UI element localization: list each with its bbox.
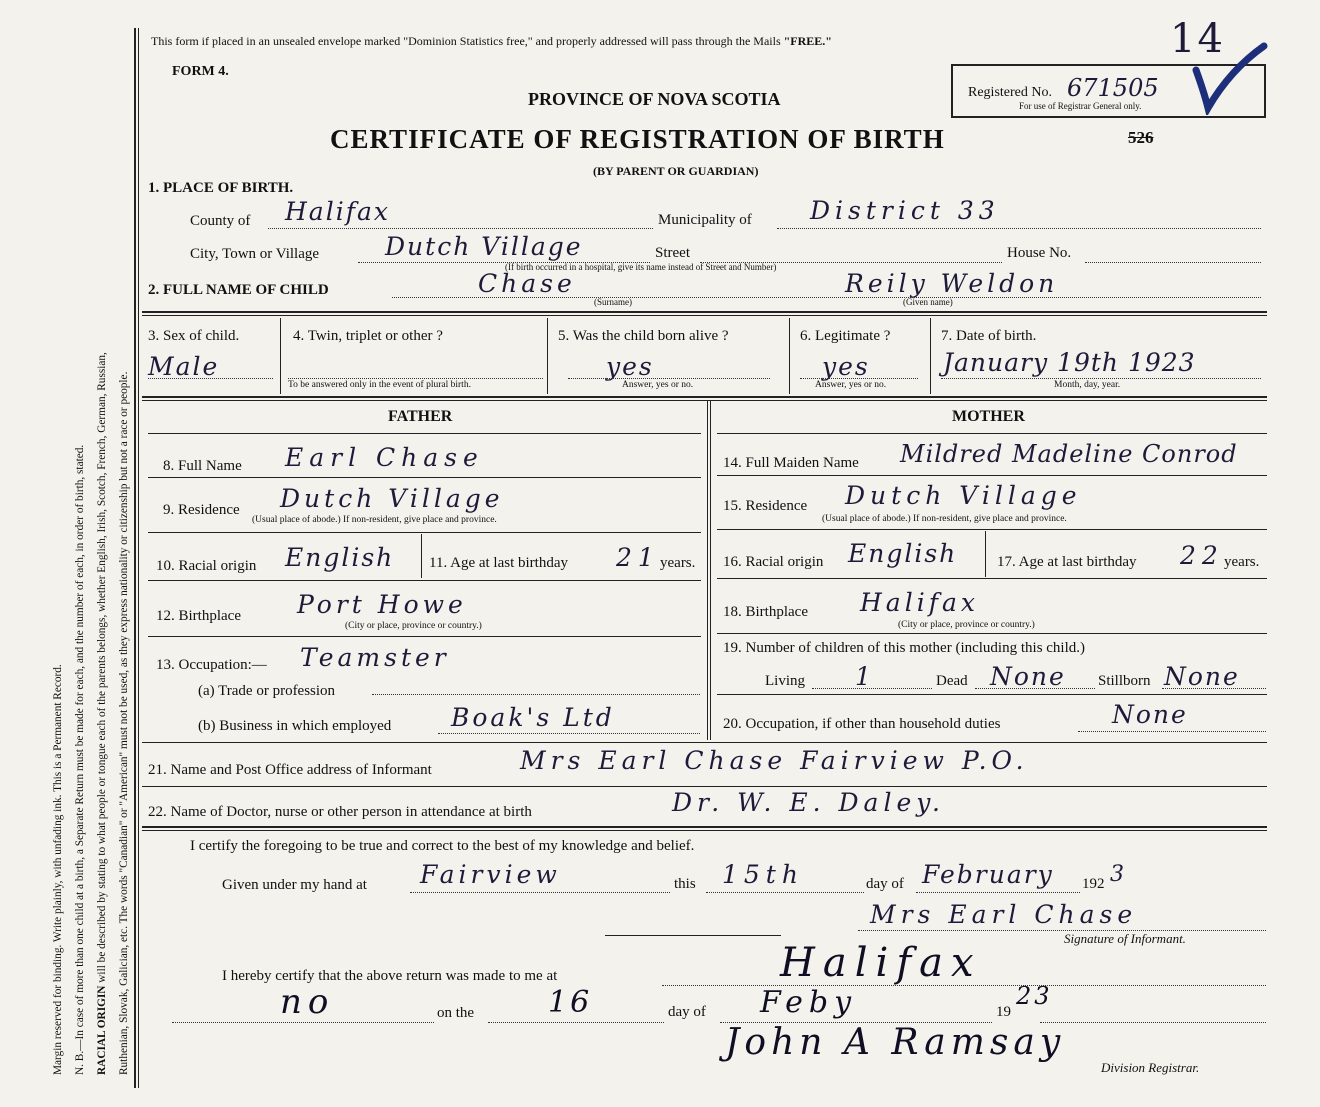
informant-signature: Mrs Earl Chase <box>870 900 1138 929</box>
mother-residence-caption: (Usual place of abode.) If non-resident, give place and province. <box>822 514 1067 524</box>
living-value: 1 <box>855 662 873 691</box>
on-the-label: on the <box>437 1005 475 1021</box>
mother-name-label: 14. Full Maiden Name <box>723 455 859 471</box>
corner-number: 14 <box>1170 16 1225 62</box>
signature-caption: Signature of Informant. <box>1064 931 1186 946</box>
legitimate-caption: Answer, yes or no. <box>815 380 887 390</box>
doctor-value: Dr. W. E. Daley. <box>672 788 945 817</box>
doctor-label: 22. Name of Doctor, nurse or other person in attendance at birth <box>148 804 532 820</box>
stillborn-value: None <box>1164 662 1240 691</box>
father-birthplace-value: Port Howe <box>297 590 467 619</box>
sex-value: Male <box>148 352 220 381</box>
registrar-month: Feby <box>760 985 858 1020</box>
racial-origin-note: RACIAL ORIGIN will be described by stating to what people or tongue each of the parents belongs, whether English, Irish, Scotch, French, German, Russian, <box>96 352 108 1075</box>
given-place: Fairview <box>420 860 561 889</box>
father-residence-value: Dutch Village <box>280 484 504 513</box>
registrar-year-prefix: 19 <box>996 1004 1011 1020</box>
mail-note: This form if placed in an unsealed envelope marked "Dominion Statistics free," and properly addressed will pass through the Mails "FREE." <box>151 34 832 48</box>
mother-birthplace-label: 18. Birthplace <box>723 604 808 620</box>
municipality-value: District 33 <box>810 196 1000 225</box>
father-years: years. <box>660 555 696 571</box>
stillborn-label: Stillborn <box>1098 673 1151 689</box>
trade-label: (a) Trade or profession <box>198 683 336 699</box>
father-birthplace-label: 12. Birthplace <box>156 608 241 624</box>
certificate-title: CERTIFICATE OF REGISTRATION OF BIRTH <box>330 124 945 154</box>
father-residence-label: 9. Residence <box>163 502 240 518</box>
mother-occupation-value: None <box>1112 700 1188 729</box>
province-heading: PROVINCE OF NOVA SCOTIA <box>528 89 781 109</box>
father-name-value: Earl Chase <box>285 443 484 472</box>
surname-caption: (Surname) <box>594 297 632 307</box>
sex-label: 3. Sex of child. <box>148 328 240 344</box>
twin-note: To be answered only in the event of plural birth. <box>288 380 471 390</box>
legitimate-value: yes <box>822 352 870 381</box>
registrar-dayof-label: day of <box>668 1004 706 1020</box>
twin-label: 4. Twin, triplet or other ? <box>293 328 443 344</box>
child-name-label: 2. FULL NAME OF CHILD <box>148 282 329 298</box>
father-residence-caption: (Usual place of abode.) If non-resident, give place and province. <box>252 515 497 525</box>
mother-race-value: English <box>848 539 958 568</box>
father-birthplace-caption: (City or place, province or country.) <box>345 621 482 631</box>
mother-birthplace-caption: (City or place, province or country.) <box>898 620 1035 630</box>
year-suffix: 3 <box>1110 862 1126 887</box>
municipality-label: Municipality of <box>658 212 752 228</box>
city-value: Dutch Village <box>385 232 583 261</box>
county-value: Halifax <box>285 197 390 226</box>
racial-origin-note-2: Ruthenian, Slovak, Galician, etc. The words "Canadian" or "American" must not be used, as they express nationality or citizenship but not a race or people. <box>118 371 130 1075</box>
day-value: 15th <box>722 860 804 889</box>
registrar-note: For use of Registrar General only. <box>1019 101 1142 111</box>
child-given-name: Reily Weldon <box>845 269 1059 298</box>
place-heading: 1. PLACE OF BIRTH. <box>148 180 294 196</box>
alive-value: yes <box>606 352 654 381</box>
check-mark-icon <box>1190 40 1270 115</box>
mother-birthplace-value: Halifax <box>860 588 979 617</box>
registered-value: 671505 <box>1067 74 1159 102</box>
street-label: Street <box>655 245 690 261</box>
hospital-note: (If birth occurred in a hospital, give its name instead of Street and Number) <box>505 262 777 272</box>
dead-value: None <box>990 662 1066 691</box>
mother-years: years. <box>1224 554 1260 570</box>
county-label: County of <box>190 213 251 229</box>
dob-caption: Month, day, year. <box>1054 380 1121 390</box>
margin-rule-2 <box>138 28 139 1088</box>
registrar-caption: Division Registrar. <box>1101 1060 1200 1075</box>
certify-statement: I certify the foregoing to be true and correct to the best of my knowledge and belief. <box>190 838 695 854</box>
given-caption: (Given name) <box>903 297 953 307</box>
living-label: Living <box>765 673 805 689</box>
mother-residence-value: Dutch Village <box>845 481 1082 510</box>
dob-label: 7. Date of birth. <box>941 328 1037 344</box>
mother-heading: MOTHER <box>952 408 1025 425</box>
dayof-label: day of <box>866 876 904 892</box>
registrar-signature: John A Ramsay <box>725 1022 1066 1063</box>
registrar-place: Halifax <box>780 940 982 986</box>
registrar-no-value: no <box>280 982 335 1022</box>
informant-label: 21. Name and Post Office address of Informant <box>148 762 432 778</box>
business-label: (b) Business in which employed <box>198 718 392 734</box>
dob-value: January 19th 1923 <box>943 348 1196 377</box>
legitimate-label: 6. Legitimate ? <box>800 328 891 344</box>
mother-children-label: 19. Number of children of this mother (including this child.) <box>723 640 1086 656</box>
alive-label: 5. Was the child born alive ? <box>558 328 729 344</box>
father-occupation-label: 13. Occupation:— <box>156 657 267 673</box>
father-age-value: 21 <box>616 543 660 572</box>
given-label: Given under my hand at <box>222 877 367 893</box>
mother-age-value: 22 <box>1180 541 1224 570</box>
mother-age-label: 17. Age at last birthday <box>997 554 1137 570</box>
informant-value: Mrs Earl Chase Fairview P.O. <box>520 746 1029 775</box>
child-surname: Chase <box>478 269 576 298</box>
mother-race-label: 16. Racial origin <box>723 554 824 570</box>
this-label: this <box>674 876 696 892</box>
mother-name-value: Mildred Madeline Conrod <box>900 440 1238 468</box>
nb-note: N. B.—In case of more than one child at a birth, a Separate Return must be made for each, and the number of each, in order of birth, stated. <box>74 444 86 1075</box>
father-race-value: English <box>285 543 395 572</box>
registrar-statement: I hereby certify that the above return was made to me at <box>222 968 558 984</box>
father-age-label: 11. Age at last birthday <box>429 555 568 571</box>
mother-residence-label: 15. Residence <box>723 498 808 514</box>
registrar-year-suffix: 23 <box>1016 982 1053 1010</box>
house-label: House No. <box>1007 245 1072 261</box>
father-race-label: 10. Racial origin <box>156 558 257 574</box>
father-occupation-value: Teamster <box>300 643 450 672</box>
form-number: FORM 4. <box>172 64 229 79</box>
certificate-subtitle: (BY PARENT OR GUARDIAN) <box>593 164 759 178</box>
father-name-label: 8. Full Name <box>163 458 242 474</box>
alive-caption: Answer, yes or no. <box>622 380 694 390</box>
mother-occupation-label: 20. Occupation, if other than household duties <box>723 716 1001 732</box>
year-prefix: 192 <box>1082 876 1105 892</box>
business-value: Boak's Ltd <box>451 703 615 732</box>
margin-note: Margin reserved for binding. Write plainly, with unfading ink. This is a Permanent Record. <box>52 664 64 1075</box>
registrar-day: 16 <box>548 985 593 1020</box>
dead-label: Dead <box>936 673 968 689</box>
city-label: City, Town or Village <box>190 246 320 262</box>
struck-number: 526 <box>1128 128 1154 147</box>
registered-label: Registered No. <box>968 85 1052 100</box>
margin-rule <box>134 28 136 1088</box>
father-heading: FATHER <box>388 408 453 425</box>
month-value: February <box>922 860 1054 889</box>
